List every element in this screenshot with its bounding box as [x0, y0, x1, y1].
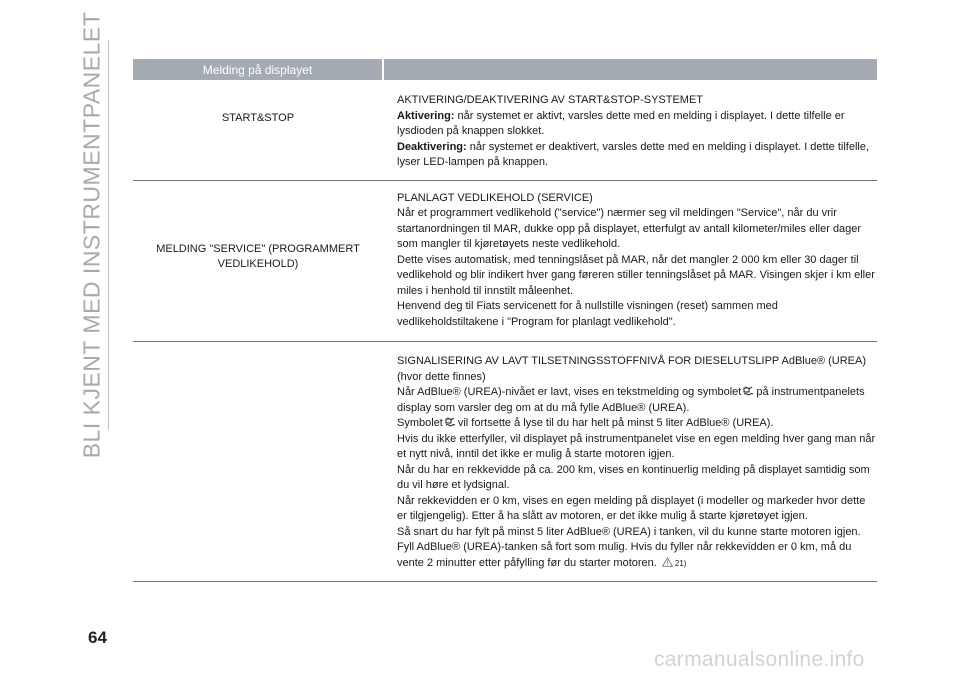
message-cell — [133, 80, 383, 180]
table-row — [133, 342, 877, 582]
table-header-row — [133, 59, 877, 80]
reference-number: 21) — [674, 558, 687, 568]
paragraph: Dette vises automatisk, med tenningslåset på MAR, når det mangler 2 000 km eller 30 dager til vedlikehold og blir indikert hver gang føreren stiller tenningslåset på MAR. Visingen skjer i km eller miles i henhold til innstilt måleenhet. — [397, 253, 875, 297]
adblue-fluid-icon — [445, 417, 456, 427]
paragraph-text: på instrumentpanelets display som varsler deg om at du må fylle AdBlue® (UREA). — [397, 386, 865, 414]
activation-label: Aktivering: — [397, 109, 455, 122]
description-cell — [383, 342, 877, 582]
deactivation-paragraph — [397, 140, 877, 171]
paragraph: Når du har en rekkevidde på ca. 200 km, vises en kontinuerlig melding på displayet samtidig som du vil høre et lydsignal. — [397, 463, 870, 491]
display-messages-table — [133, 59, 877, 582]
deactivation-label: Deaktivering: — [397, 140, 467, 153]
message-cell — [133, 180, 383, 342]
page-number: 64 — [88, 628, 107, 647]
row-title: AKTIVERING/DEAKTIVERING AV START&STOP-SYSTEMET — [397, 94, 704, 106]
paragraph: Når rekkevidden er 0 km, vises en egen melding på displayet (i modeller og markeder hvor dette er tilgjengelig). Etter å ha slått av motoren, er det ikke mulig å starte kjøretøyet igjen. — [397, 494, 866, 522]
chapter-divider — [108, 40, 109, 430]
row-title: SIGNALISERING AV LAVT TILSETNINGSSTOFFNIVÅ FOR DIESELUTSLIPP AdBlue® (UREA) — [397, 355, 867, 367]
paragraph — [397, 525, 877, 572]
message-label: MELDING "SERVICE" (PROGRAMMERT VEDLIKEHOLD) — [156, 242, 360, 270]
message-label: START&STOP — [221, 112, 295, 124]
paragraph — [397, 385, 877, 416]
paragraph-text: Symbolet — [397, 417, 443, 429]
row-subtitle: (hvor dette finnes) — [397, 370, 486, 383]
chapter-sidebar — [78, 11, 106, 459]
activation-text: når systemet er aktivt, varsles dette med en melding i displayet. I dette tilfelle er lysdioden på knappen slokket. — [397, 109, 845, 137]
warning-triangle-icon — [662, 557, 673, 567]
paragraph: Når et programmert vedlikehold ("service") nærmer seg vil meldingen "Service", når du vrir startanordningen til MAR, dukke opp på displayet, etterfulgt av antall kilometer/miles eller dager som mangler til kjøretøyets neste vedlikehold. — [397, 207, 862, 250]
paragraph-text: Når AdBlue® (UREA)-nivået er lavt, vises en tekstmelding og symbolet — [397, 386, 742, 398]
watermark: carmanualsonline.info — [654, 648, 865, 671]
table-header-message: Melding på displayet — [133, 59, 383, 80]
description-cell — [383, 180, 877, 342]
chapter-title: BLI KJENT MED INSTRUMENTPANELET — [78, 11, 105, 459]
table-header-description — [383, 59, 877, 80]
paragraph: Henvend deg til Fiats servicenett for å nullstille visningen (reset) sammen med vedlikeholdstiltakene i "Program for planlagt vedlikehold". — [397, 300, 778, 328]
row-title: PLANLAGT VEDLIKEHOLD (SERVICE) — [397, 191, 593, 204]
deactivation-text: når systemet er deaktivert, varsles dette med en melding i displayet. I dette tilfelle, lyser LED-lampen på knappen. — [397, 140, 870, 168]
message-cell — [133, 342, 383, 582]
paragraph — [397, 416, 877, 432]
paragraph-text: Så snart du har fylt på minst 5 liter AdBlue® (UREA) i tanken, vil du kunne starte motoren igjen. Fyll AdBlue® (UREA)-tanken så fort som mulig. Hvis du fyller når rekkevidden er 0 km, må du vente 2 minutter etter påfylling før du starter motoren. — [397, 525, 861, 569]
adblue-fluid-icon — [743, 386, 754, 396]
description-cell — [383, 80, 877, 180]
table-row — [133, 80, 877, 180]
paragraph-text: vil fortsette å lyse til du har helt på minst 5 liter AdBlue® (UREA). — [457, 417, 774, 429]
table-row — [133, 180, 877, 342]
paragraph: Hvis du ikke etterfyller, vil displayet på instrumentpanelet vise en egen melding hver gang man når et nytt nivå, inntil det ikke er mulig å starte motoren igjen. — [397, 432, 876, 460]
activation-paragraph — [397, 109, 877, 140]
